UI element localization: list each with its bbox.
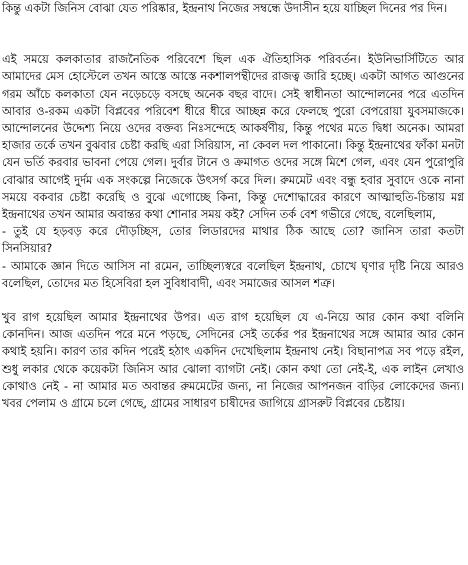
paragraph-1: কিন্তু একটা জিনিস বোঝা যেত পরিষ্কার, ইন্দ্রনাথ নিজের সম্বন্ধে উদাসীন হয়ে যাচ্ছিল দিনের পর দিন।	[2, 2, 448, 15]
paragraph-4-dialogue: - আমাকে জ্ঞান দিতে আসিস না রমেন, তাচ্ছিল্যস্বরে বলেছিল ইন্দ্রনাথ, চোখে ঘৃণার দৃষ্টি নিয়ে আরও বলেছিল, তোদের মত হিসেবিরা হল সুবিধাবাদী, এবং সমাজের আসল শত্রু।	[2, 259, 464, 290]
paragraph-gap	[2, 292, 464, 309]
document-body	[2, 0, 464, 412]
paragraph-2: এই সময়ে কলকাতার রাজনৈতিক পরিবেশে ছিল এক ঐতিহাসিক পরিবর্তন। ইউনিভার্সিটিতে আর আমাদের মেস হোস্টেলে তখন আস্তে আস্তে নকশালপন্থীদের রাজত্ব জারি হচ্ছে। একটা আগত আগুনের গরম আঁচে কলকাতা যেন নড়েচড়ে বসছে অনেক বছর বাদে। সেই স্বাধীনতা আন্দোলনের পরে এতদিন আবার ও-রকম একটা বিপ্লবের পরিবেশ ধীরে ধীরে আচ্ছন্ন করে ফেলছে পুরো বেপরোয়া যুবসমাজকে। আন্দোলনের উদ্দেশ্য নিয়ে ওদের বক্তব্য নিঃসন্দেহে আকর্ষণীয়, কিন্তু পথের মতে দ্বিধা অনেক। আমরা হাজার তর্কে তখন বুঝবার চেষ্টা করছি এরা সিরিয়াস, না কেবল দল পাকানো। কিন্তু ইন্দ্রনাথের ফাঁকা মনটা যেন ভর্তি করবার ভাবনা পেয়ে গেল। দুর্বার টানে ও ক্রমাগত ওদের সঙ্গে মিশে গেল, এবং যেন পুরোপুরি বোঝার আগেই দুর্দম এক সংকল্পে নিজেকে উৎসর্গ করে দিল। রুমমেট এবং বন্ধু হবার সুবাদে ওকে নানা সময়ে বকবার চেষ্টা করেছি ও বুঝে এগোচ্ছে কিনা, কিন্তু দেশোদ্ধারের কারণে আত্মাহুতি-চিন্তায় মগ্ন ইন্দ্রনাথের তখন আমার অবান্তর কথা শোনার সময় কই? সেদিন তর্ক বেশ গভীরে গেছে, বলেছিলাম,	[2, 53, 464, 222]
paragraph-5: খুব রাগ হয়েছিল আমার ইন্দ্রনাথের উপর। এত রাগ হয়েছিল যে এ-নিয়ে আর কোন কথা বলিনি কোনদিন। আজ এতদিন পরে মনে পড়ছে, সেদিনের সেই তর্কের পর ইন্দ্রনাথের সঙ্গে আমার আর কোন কথাই হয়নি। কারণ তার কদিন পরেই হঠাৎ একদিন দেখেছিলাম ইন্দ্রনাথ নেই। বিছানাপত্র সব পড়ে রইল, শুধু লকার থেকে কয়েকটা জিনিস আর ঝোলা ব্যাগটা নেই। কোন কথা তো নেই-ই, এক লাইন লেখাও কোথাও নেই - না আমার মত অবান্তর রুমমেটের জন্য, না নিজের আপনজন বাড়ির লোকেদের জন্য। খবর পেলাম ও গ্রামে চলে গেছে, গ্রামের সাধারণ চাষীদের জাগিয়ে গ্রাসরুট বিপ্লবের চেষ্টায়।	[2, 311, 464, 411]
paragraph-gap	[2, 17, 464, 51]
paragraph-3-dialogue: - তুই যে হড়বড় করে দৌড়চ্ছিস, তোর লিডারদের মাথার ঠিক আছে তো? জানিস তারা কতটা সিনসিয়ার?	[2, 225, 464, 256]
